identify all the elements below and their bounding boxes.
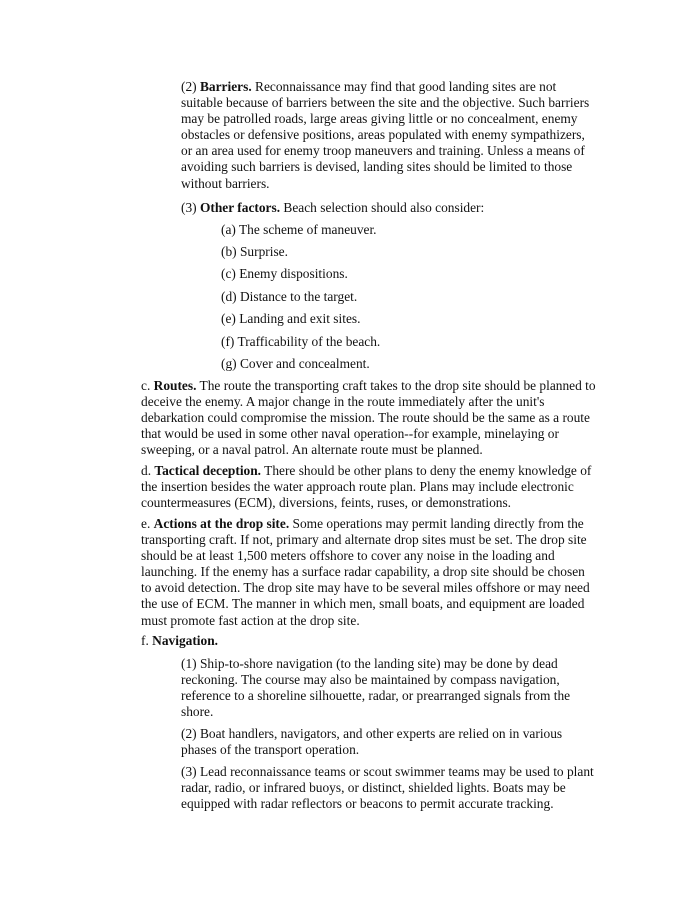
navigation-heading: Navigation. <box>152 633 219 648</box>
barriers-heading: Barriers. <box>199 79 252 94</box>
tactical-deception-heading: Tactical deception. <box>154 463 262 478</box>
barriers-number: (2) <box>181 79 197 94</box>
list-item: (a) The scheme of maneuver. <box>221 222 377 237</box>
list-item: (c) Enemy dispositions. <box>221 266 348 281</box>
barriers-text: Reconnaissance may find that good landing sites are not suitable because of barriers between the site and the objective. Such barriers may be patrolled roads, large areas giving little or no concealment, enemy obstacles or defensive positions, areas populated with enemy sympathizers, or an area used for enemy troop maneuvers and training. Unless a means of avoiding such barriers is devised, landing sites should be limited to those without barriers. <box>181 79 590 191</box>
list-item: (2) Boat handlers, navigators, and other experts are relied on in various phases of the transport operation. <box>181 726 563 758</box>
other-factors-text: Beach selection should also consider: <box>283 200 485 215</box>
drop-site-number: e. <box>141 516 151 531</box>
routes-heading: Routes. <box>153 378 197 393</box>
list-item: (e) Landing and exit sites. <box>221 311 361 326</box>
routes-paragraph <box>141 378 596 458</box>
other-factors-paragraph <box>181 200 596 216</box>
list-item: (3) Lead reconnaissance teams or scout swimmer teams may be used to plant radar, radio, or infrared buoys, or distinct, shielded lights. Boats may be equipped with radar reflectors or beacons to permit accurate tracking. <box>181 764 594 812</box>
list-item: (b) Surprise. <box>221 244 288 259</box>
tactical-deception-text: There should be other plans to deny the enemy knowledge of the insertion besides the water approach route plan. Plans may include electronic countermeasures (ECM), diversions, feints, ruses, or demonstrations. <box>141 463 592 511</box>
drop-site-paragraph <box>141 516 596 629</box>
other-factors-number: (3) <box>181 200 197 215</box>
barriers-paragraph <box>181 79 596 192</box>
drop-site-heading: Actions at the drop site. <box>153 516 290 531</box>
list-item: (g) Cover and concealment. <box>221 356 370 371</box>
routes-text: The route the transporting craft takes to the drop site should be planned to deceive the enemy. A major change in the route immediately after the unit's debarkation could compromise the mission. The route should be the same as a route that would be used in some other naval operation--for example, minelaying or sweeping, or a naval patrol. An alternate route must be planned. <box>141 378 596 458</box>
list-item: (f) Trafficability of the beach. <box>221 334 381 349</box>
drop-site-text: Some operations may permit landing directly from the transporting craft. If not, primary and alternate drop sites must be set. The drop site should be at least 1,500 meters offshore to cover any noise in the loading and launching. If the enemy has a surface radar capability, a drop site should be chosen to avoid detection. The drop site may have to be several miles offshore or may need the use of ECM. The manner in which men, small boats, and equipment are loaded must promote fast action at the drop site. <box>141 516 590 628</box>
list-item: (1) Ship-to-shore navigation (to the landing site) may be done by dead reckoning. The course may also be maintained by compass navigation, reference to a shoreline silhouette, radar, or prearranged signals from the shore. <box>181 656 571 720</box>
tactical-deception-paragraph <box>141 463 596 511</box>
tactical-deception-number: d. <box>141 463 152 478</box>
other-factors-heading: Other factors. <box>199 200 281 215</box>
routes-number: c. <box>141 378 151 393</box>
list-item: (d) Distance to the target. <box>221 289 358 304</box>
navigation-number: f. <box>141 633 149 648</box>
navigation-paragraph <box>141 633 596 649</box>
